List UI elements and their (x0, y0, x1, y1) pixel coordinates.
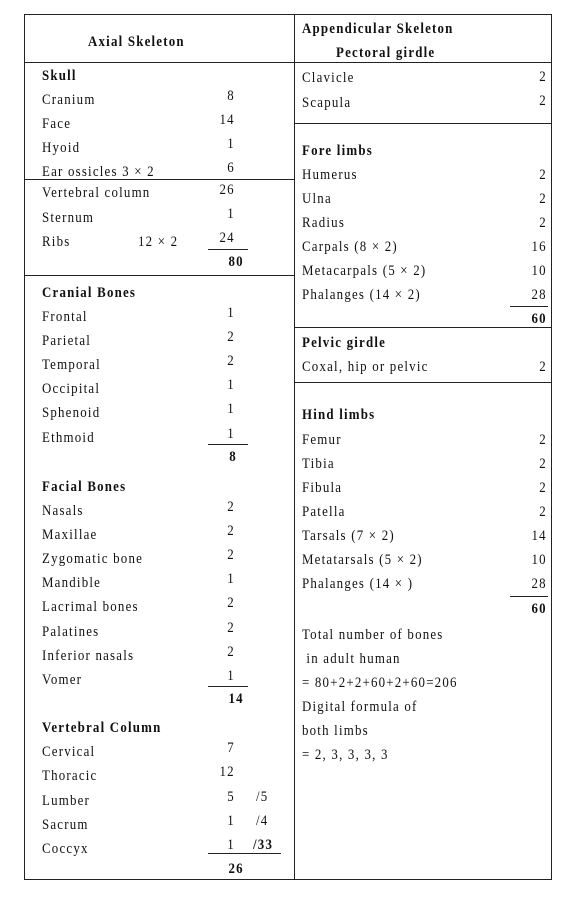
forelimb-rule (294, 327, 552, 328)
facial-item-label: Zygomatic bone (42, 551, 144, 567)
cranial-item-value: 2 (227, 353, 235, 369)
hindlimb-item-value: 10 (531, 552, 547, 568)
trunk-total-underline (208, 249, 248, 250)
pelvic-item-value: 2 (539, 359, 547, 375)
summary-line: both limbs (302, 723, 369, 739)
pectoral-item-value: 2 (539, 69, 547, 85)
cranial-item-label: Sphenoid (42, 405, 101, 421)
vertebral-item-label: Cervical (42, 744, 96, 760)
skull-title: Skull (42, 68, 77, 84)
forelimb-total-underline (510, 306, 548, 307)
trunk-item-label: Ribs (42, 234, 71, 250)
facial-item-label: Lacrimal bones (42, 599, 139, 615)
forelimb-item-label: Phalanges (14 × 2) (302, 287, 421, 303)
vertebral-item-extra: /4 (256, 813, 269, 829)
hindlimb-item-label: Phalanges (14 × ) (302, 576, 414, 592)
forelimb-item-label: Humerus (302, 167, 358, 183)
pectoral-header: Pectoral girdle (336, 45, 436, 61)
forelimb-item-value: 28 (531, 287, 547, 303)
forelimb-item-label: Ulna (302, 191, 332, 207)
appendicular-header: Appendicular Skeleton (302, 21, 454, 37)
vertebral-item-label: Lumber (42, 793, 91, 809)
trunk-item-value: 1 (227, 206, 235, 222)
summary-line: Digital formula of (302, 699, 418, 715)
hindlimb-item-value: 2 (539, 504, 547, 520)
skull-item-label: Ear ossicles 3 × 2 (42, 164, 155, 180)
pelvic-item-label: Coxal, hip or pelvic (302, 359, 429, 375)
axial-header: Axial Skeleton (88, 34, 185, 50)
forelimb-item-value: 2 (539, 167, 547, 183)
pectoral-item-value: 2 (539, 93, 547, 109)
hindlimb-item-label: Femur (302, 432, 342, 448)
facial-item-value: 1 (227, 571, 235, 587)
skull-item-value: 8 (227, 88, 235, 104)
cranial-item-label: Occipital (42, 381, 101, 397)
summary-line: in adult human (302, 651, 401, 667)
forelimbs-title: Fore limbs (302, 143, 373, 159)
hindlimb-item-value: 28 (531, 576, 547, 592)
hindlimb-item-value: 2 (539, 456, 547, 472)
pectoral-rule (294, 123, 552, 124)
facial-item-value: 2 (227, 620, 235, 636)
facial-item-label: Palatines (42, 624, 100, 640)
ribs-multiplier: 12 × 2 (138, 234, 179, 250)
pectoral-item-label: Scapula (302, 95, 352, 111)
vertebral-title: Vertebral Column (42, 720, 162, 736)
forelimb-item-label: Metacarpals (5 × 2) (302, 263, 427, 279)
cranial-item-value: 1 (227, 401, 235, 417)
vertebral-item-label: Coccyx (42, 841, 89, 857)
cranial-item-value: 1 (227, 426, 235, 442)
forelimb-item-label: Radius (302, 215, 346, 231)
hindlimb-item-label: Fibula (302, 480, 343, 496)
header-rule (24, 62, 552, 63)
vertebral-item-value: 12 (219, 764, 235, 780)
forelimb-item-value: 2 (539, 191, 547, 207)
cranial-item-label: Parietal (42, 333, 92, 349)
vertebral-total: 26 (228, 861, 244, 877)
cranial-title: Cranial Bones (42, 285, 137, 301)
vertebral-item-value: 1 (227, 813, 235, 829)
vertebral-total-underline (208, 853, 281, 854)
vertebral-item-value: 1 (227, 837, 235, 853)
facial-item-value: 2 (227, 644, 235, 660)
cranial-item-label: Ethmoid (42, 430, 95, 446)
cranial-item-label: Temporal (42, 357, 101, 373)
hindlimb-item-label: Patella (302, 504, 346, 520)
facial-item-value: 1 (227, 668, 235, 684)
trunk-item-value: 26 (219, 182, 235, 198)
hindlimb-item-value: 2 (539, 480, 547, 496)
hindlimb-item-value: 2 (539, 432, 547, 448)
hindlimb-total: 60 (531, 601, 547, 617)
pectoral-item-label: Clavicle (302, 70, 355, 86)
vertebral-item-label: Sacrum (42, 817, 89, 833)
facial-item-label: Maxillae (42, 527, 98, 543)
summary-line: = 80+2+2+60+2+60=206 (302, 675, 458, 691)
cranial-item-value: 1 (227, 305, 235, 321)
facial-item-label: Vomer (42, 672, 83, 688)
forelimb-item-value: 2 (539, 215, 547, 231)
skull-item-value: 14 (219, 112, 235, 128)
cranial-total: 8 (229, 449, 237, 465)
skull-item-label: Hyoid (42, 140, 81, 156)
skull-item-label: Face (42, 116, 72, 132)
pelvic-rule (294, 382, 552, 383)
facial-title: Facial Bones (42, 479, 127, 495)
hindlimb-item-label: Metatarsals (5 × 2) (302, 552, 423, 568)
column-divider (294, 14, 295, 880)
hindlimbs-title: Hind limbs (302, 407, 376, 423)
forelimb-total: 60 (531, 311, 547, 327)
vertebral-item-extra: /5 (256, 789, 269, 805)
hindlimb-item-label: Tibia (302, 456, 335, 472)
facial-total: 14 (228, 691, 244, 707)
facial-item-value: 2 (227, 499, 235, 515)
skull-item-value: 1 (227, 136, 235, 152)
trunk-total: 80 (228, 254, 244, 270)
vertebral-item-value: 7 (227, 740, 235, 756)
facial-item-value: 2 (227, 547, 235, 563)
facial-total-underline (208, 686, 248, 687)
hindlimb-item-label: Tarsals (7 × 2) (302, 528, 395, 544)
vertebral-item-value: 5 (227, 789, 235, 805)
cranial-item-value: 1 (227, 377, 235, 393)
summary-line: Total number of bones (302, 627, 444, 643)
forelimb-item-label: Carpals (8 × 2) (302, 239, 398, 255)
hindlimb-total-underline (510, 596, 548, 597)
hindlimb-item-value: 14 (531, 528, 547, 544)
facial-item-label: Mandible (42, 575, 102, 591)
vertebral-item-label: Thoracic (42, 768, 98, 784)
cranial-item-value: 2 (227, 329, 235, 345)
forelimb-item-value: 10 (531, 263, 547, 279)
summary-line: = 2, 3, 3, 3, 3 (302, 747, 389, 763)
skull-item-value: 6 (227, 160, 235, 176)
trunk-item-label: Sternum (42, 210, 95, 226)
cranial-total-underline (208, 444, 248, 445)
cranial-item-label: Frontal (42, 309, 88, 325)
facial-item-value: 2 (227, 523, 235, 539)
facial-item-label: Inferior nasals (42, 648, 135, 664)
bone-table (24, 14, 552, 880)
skull-item-label: Cranium (42, 92, 96, 108)
trunk-item-label: Vertebral column (42, 185, 151, 201)
forelimb-item-value: 16 (531, 239, 547, 255)
pelvic-title: Pelvic girdle (302, 335, 387, 351)
vertebral-item-extra: /33 (253, 837, 274, 853)
facial-item-label: Nasals (42, 503, 84, 519)
facial-item-value: 2 (227, 595, 235, 611)
trunk-rule (24, 275, 294, 276)
trunk-item-value: 24 (219, 230, 235, 246)
